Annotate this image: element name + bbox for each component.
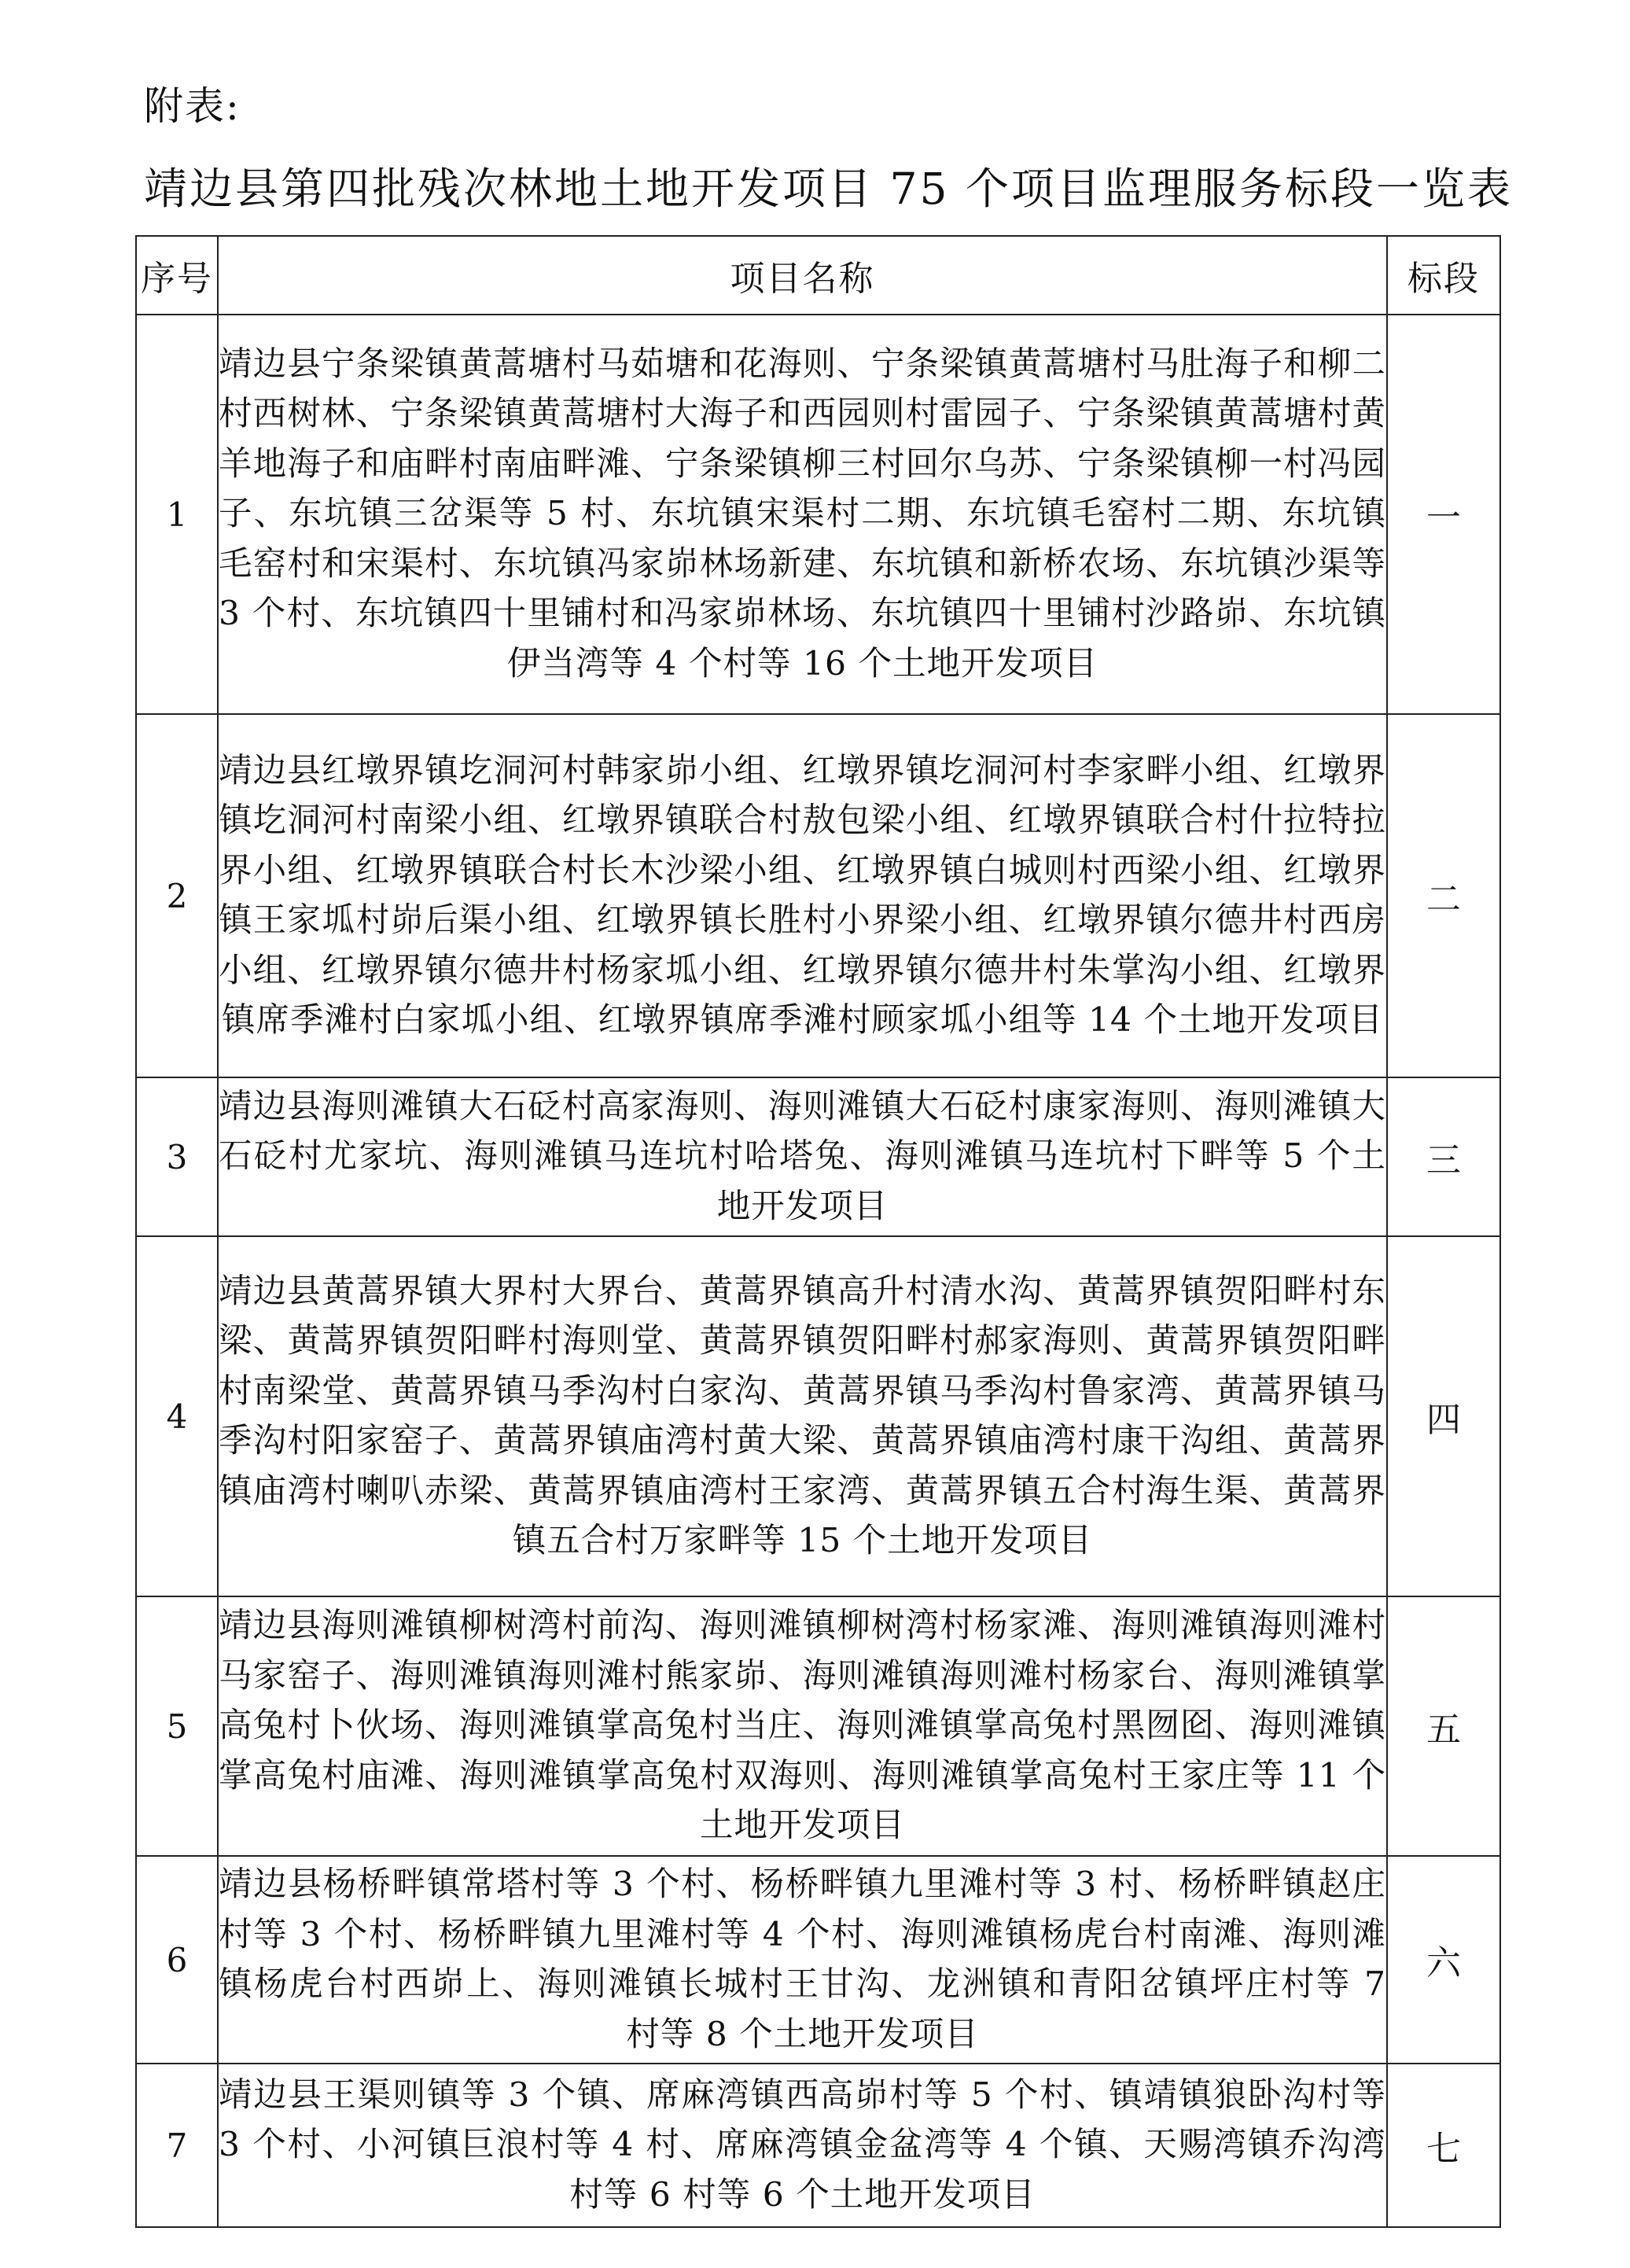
table-row	[136, 1596, 1500, 1856]
table-row	[136, 1077, 1500, 1236]
row-lot: 七	[1387, 2064, 1500, 2227]
row-project-name: 靖边县红墩界镇圪洞河村韩家峁小组、红墩界镇圪洞河村李家畔小组、红墩界镇圪洞河村南梁小组、红墩界镇联合村敖包梁小组、红墩界镇联合村什拉特拉界小组、红墩界镇联合村长木沙梁小组、红墩界镇白城则村西梁小组、红墩界镇王家坬村峁后渠小组、红墩界镇长胜村小界梁小组、红墩界镇尔德井村西房小组、红墩界镇尔德井村杨家坬小组、红墩界镇尔德井村朱掌沟小组、红墩界镇席季滩村白家坬小组、红墩界镇席季滩村顾家坬小组等 14 个土地开发项目	[218, 714, 1387, 1077]
table-row	[136, 1856, 1500, 2064]
row-lot: 五	[1387, 1596, 1500, 1856]
row-project-name: 靖边县宁条梁镇黄蒿塘村马茹塘和花海则、宁条梁镇黄蒿塘村马肚海子和柳二村西树林、宁条梁镇黄蒿塘村大海子和西园则村雷园子、宁条梁镇黄蒿塘村黄羊地海子和庙畔村南庙畔滩、宁条梁镇柳三村回尔乌苏、宁条梁镇柳一村冯园子、东坑镇三岔渠等 5 村、东坑镇宋渠村二期、东坑镇毛窑村二期、东坑镇毛窑村和宋渠村、东坑镇冯家峁林场新建、东坑镇和新桥农场、东坑镇沙渠等 3 个村、东坑镇四十里铺村和冯家峁林场、东坑镇四十里铺村沙路峁、东坑镇伊当湾等 4 个村等 16 个土地开发项目	[218, 315, 1387, 714]
row-project-name: 靖边县黄蒿界镇大界村大界台、黄蒿界镇高升村清水沟、黄蒿界镇贺阳畔村东梁、黄蒿界镇贺阳畔村海则堂、黄蒿界镇贺阳畔村郝家海则、黄蒿界镇贺阳畔村南梁堂、黄蒿界镇马季沟村白家沟、黄蒿界镇马季沟村鲁家湾、黄蒿界镇马季沟村阳家窑子、黄蒿界镇庙湾村黄大梁、黄蒿界镇庙湾村康干沟组、黄蒿界镇庙湾村喇叭赤梁、黄蒿界镇庙湾村王家湾、黄蒿界镇五合村海生渠、黄蒿界镇五合村万家畔等 15 个土地开发项目	[218, 1236, 1387, 1596]
attachment-label: 附表:	[144, 83, 241, 129]
header-lot: 标段	[1387, 236, 1500, 315]
table-row	[136, 2064, 1500, 2227]
row-project-name: 靖边县海则滩镇柳树湾村前沟、海则滩镇柳树湾村杨家滩、海则滩镇海则滩村马家窑子、海则滩镇海则滩村熊家峁、海则滩镇海则滩村杨家台、海则滩镇掌高兔村卜伙场、海则滩镇掌高兔村当庄、海则滩镇掌高兔村黑囫囵、海则滩镇掌高兔村庙滩、海则滩镇掌高兔村双海则、海则滩镇掌高兔村王家庄等 11 个土地开发项目	[218, 1596, 1387, 1856]
row-serial-number: 6	[136, 1856, 218, 2064]
row-lot: 四	[1387, 1236, 1500, 1596]
row-serial-number: 7	[136, 2064, 218, 2227]
table-row	[136, 1236, 1500, 1596]
table-row	[136, 714, 1500, 1077]
header-project-name: 项目名称	[218, 236, 1387, 315]
row-lot: 六	[1387, 1856, 1500, 2064]
row-lot: 二	[1387, 714, 1500, 1077]
document-title: 靖边县第四批残次林地土地开发项目 75 个项目监理服务标段一览表	[144, 164, 1513, 214]
header-serial-number: 序号	[136, 236, 218, 315]
table-header-row	[136, 236, 1500, 315]
row-project-name: 靖边县王渠则镇等 3 个镇、席麻湾镇西高峁村等 5 个村、镇靖镇狼卧沟村等 3 个村、小河镇巨浪村等 4 村、席麻湾镇金盆湾等 4 个镇、天赐湾镇乔沟湾村等 6 村等 6 个土地开发项目	[218, 2064, 1387, 2227]
row-serial-number: 1	[136, 315, 218, 714]
row-project-name: 靖边县杨桥畔镇常塔村等 3 个村、杨桥畔镇九里滩村等 3 村、杨桥畔镇赵庄村等 3 个村、杨桥畔镇九里滩村等 4 个村、海则滩镇杨虎台村南滩、海则滩镇杨虎台村西峁上、海则滩镇长城村王甘沟、龙洲镇和青阳岔镇坪庄村等 7 村等 8 个土地开发项目	[218, 1856, 1387, 2064]
row-serial-number: 2	[136, 714, 218, 1077]
lot-schedule-table	[135, 235, 1501, 2228]
row-serial-number: 4	[136, 1236, 218, 1596]
row-lot: 三	[1387, 1077, 1500, 1236]
row-project-name: 靖边县海则滩镇大石砭村高家海则、海则滩镇大石砭村康家海则、海则滩镇大石砭村尤家坑、海则滩镇马连坑村哈塔兔、海则滩镇马连坑村下畔等 5 个土地开发项目	[218, 1077, 1387, 1236]
row-lot: 一	[1387, 315, 1500, 714]
row-serial-number: 5	[136, 1596, 218, 1856]
table-row	[136, 315, 1500, 714]
row-serial-number: 3	[136, 1077, 218, 1236]
